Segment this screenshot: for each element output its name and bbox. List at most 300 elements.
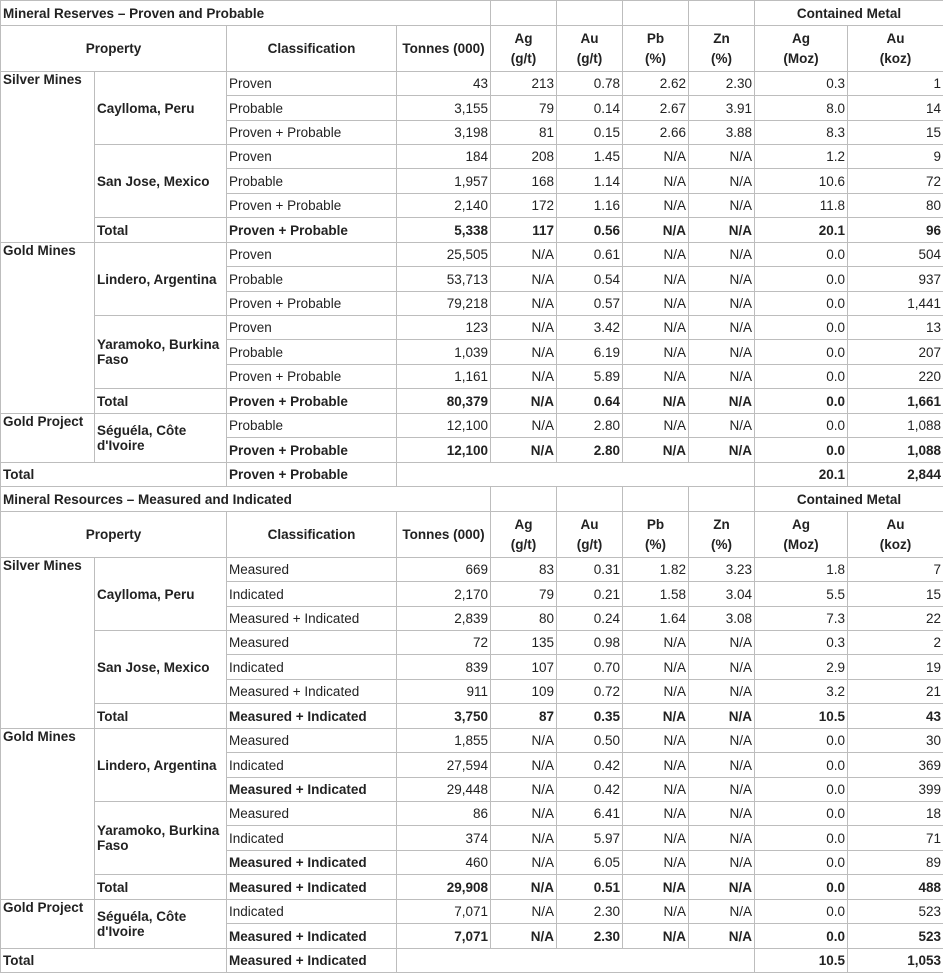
ag-grade-cell: N/A bbox=[491, 924, 557, 949]
au-grade-cell: 0.57 bbox=[557, 292, 623, 316]
ag-grade-cell: N/A bbox=[491, 365, 557, 389]
property-label: Séguéla, Côte d'Ivoire bbox=[95, 414, 227, 463]
total-row bbox=[1, 875, 943, 900]
ag-metal-cell: 10.5 bbox=[755, 704, 848, 729]
au-metal-cell: 89 bbox=[848, 851, 943, 875]
ag-grade-cell: 109 bbox=[491, 680, 557, 704]
classification-cell: Proven + Probable bbox=[227, 463, 397, 487]
tonnes-cell: 29,908 bbox=[397, 875, 491, 900]
ag-metal-cell: 0.0 bbox=[755, 875, 848, 900]
zn-grade-cell: 3.23 bbox=[689, 558, 755, 582]
table-row bbox=[1, 316, 943, 340]
pb-grade-cell: N/A bbox=[623, 194, 689, 218]
ag-metal-cell: 0.0 bbox=[755, 438, 848, 463]
property-label: Caylloma, Peru bbox=[95, 72, 227, 145]
zn-grade-cell: N/A bbox=[689, 292, 755, 316]
au-grade-cell: 0.14 bbox=[557, 96, 623, 121]
pb-grade-cell: 2.62 bbox=[623, 72, 689, 96]
au-grade-cell: 0.61 bbox=[557, 243, 623, 267]
ag-grade-cell: 172 bbox=[491, 194, 557, 218]
pb-grade-cell: N/A bbox=[623, 851, 689, 875]
ag-grade-cell: N/A bbox=[491, 292, 557, 316]
group-label: Silver Mines bbox=[1, 558, 95, 729]
ag-grade-header: Ag (g/t) bbox=[491, 26, 557, 72]
au-metal-cell: 18 bbox=[848, 802, 943, 826]
tonnes-header: Tonnes (000) bbox=[397, 26, 491, 72]
classification-cell: Indicated bbox=[227, 826, 397, 851]
au-metal-cell: 1 bbox=[848, 72, 943, 96]
ag-metal-cell: 0.0 bbox=[755, 753, 848, 778]
ag-metal-cell: 11.8 bbox=[755, 194, 848, 218]
tonnes-cell: 2,839 bbox=[397, 607, 491, 631]
tonnes-cell: 911 bbox=[397, 680, 491, 704]
tonnes-cell: 43 bbox=[397, 72, 491, 96]
au-grade-cell: 0.15 bbox=[557, 121, 623, 145]
tonnes-cell: 460 bbox=[397, 851, 491, 875]
au-grade-header: Au (g/t) bbox=[557, 512, 623, 558]
tonnes-cell: 25,505 bbox=[397, 243, 491, 267]
pb-grade-header: Pb (%) bbox=[623, 26, 689, 72]
pb-grade-cell: 2.67 bbox=[623, 96, 689, 121]
ag-metal-cell: 0.0 bbox=[755, 340, 848, 365]
zn-grade-cell: 3.91 bbox=[689, 96, 755, 121]
grand-total-row bbox=[1, 949, 943, 973]
pb-grade-cell: N/A bbox=[623, 924, 689, 949]
au-grade-cell: 5.89 bbox=[557, 365, 623, 389]
group-label: Gold Project bbox=[1, 900, 95, 949]
au-metal-cell: 1,053 bbox=[848, 949, 943, 973]
zn-grade-cell: N/A bbox=[689, 218, 755, 243]
classification-cell: Measured + Indicated bbox=[227, 607, 397, 631]
ag-metal-cell: 7.3 bbox=[755, 607, 848, 631]
au-grade-cell: 0.51 bbox=[557, 875, 623, 900]
zn-grade-header: Zn (%) bbox=[689, 512, 755, 558]
tonnes-cell: 1,039 bbox=[397, 340, 491, 365]
contained-metal-header: Contained Metal bbox=[755, 487, 943, 512]
classification-cell: Probable bbox=[227, 96, 397, 121]
pb-grade-cell: N/A bbox=[623, 340, 689, 365]
au-metal-cell: 13 bbox=[848, 316, 943, 340]
classification-cell: Measured + Indicated bbox=[227, 851, 397, 875]
ag-metal-cell: 20.1 bbox=[755, 463, 848, 487]
au-grade-cell: 6.19 bbox=[557, 340, 623, 365]
au-grade-cell: 6.41 bbox=[557, 802, 623, 826]
ag-grade-header: Ag (g/t) bbox=[491, 512, 557, 558]
property-header: Property bbox=[1, 26, 227, 72]
property-label: Yaramoko, Burkina Faso bbox=[95, 802, 227, 875]
tonnes-cell: 7,071 bbox=[397, 924, 491, 949]
au-grade-cell: 2.80 bbox=[557, 438, 623, 463]
pb-grade-cell: N/A bbox=[623, 631, 689, 655]
group-label: Gold Mines bbox=[1, 243, 95, 414]
classification-cell: Proven bbox=[227, 243, 397, 267]
ag-grade-cell: N/A bbox=[491, 826, 557, 851]
zn-grade-cell: N/A bbox=[689, 631, 755, 655]
total-row bbox=[1, 704, 943, 729]
table-row bbox=[1, 414, 943, 438]
property-label: Lindero, Argentina bbox=[95, 243, 227, 316]
grand-total-label: Total bbox=[1, 949, 227, 973]
au-grade-cell: 0.98 bbox=[557, 631, 623, 655]
pb-grade-cell: N/A bbox=[623, 365, 689, 389]
zn-grade-header: Zn (%) bbox=[689, 26, 755, 72]
au-grade-cell: 0.21 bbox=[557, 582, 623, 607]
ag-grade-cell: 80 bbox=[491, 607, 557, 631]
tonnes-cell: 1,161 bbox=[397, 365, 491, 389]
tonnes-cell: 80,379 bbox=[397, 389, 491, 414]
classification-cell: Proven + Probable bbox=[227, 194, 397, 218]
zn-grade-cell: N/A bbox=[689, 729, 755, 753]
classification-cell: Measured + Indicated bbox=[227, 949, 397, 973]
ag-grade-cell: N/A bbox=[491, 340, 557, 365]
group-label: Gold Mines bbox=[1, 729, 95, 900]
tonnes-cell: 123 bbox=[397, 316, 491, 340]
au-grade-cell: 0.70 bbox=[557, 655, 623, 680]
ag-grade-cell: 81 bbox=[491, 121, 557, 145]
table-row bbox=[1, 243, 943, 267]
total-label: Total bbox=[95, 389, 227, 414]
pb-grade-cell: N/A bbox=[623, 267, 689, 292]
ag-metal-cell: 0.3 bbox=[755, 72, 848, 96]
au-metal-cell: 30 bbox=[848, 729, 943, 753]
classification-cell: Proven + Probable bbox=[227, 365, 397, 389]
ag-metal-cell: 5.5 bbox=[755, 582, 848, 607]
zn-grade-cell: N/A bbox=[689, 365, 755, 389]
ag-metal-header: Ag (Moz) bbox=[755, 26, 848, 72]
ag-metal-cell: 0.0 bbox=[755, 802, 848, 826]
au-grade-cell: 0.42 bbox=[557, 753, 623, 778]
classification-header: Classification bbox=[227, 512, 397, 558]
table-row bbox=[1, 802, 943, 826]
property-label: Yaramoko, Burkina Faso bbox=[95, 316, 227, 389]
au-metal-cell: 523 bbox=[848, 900, 943, 924]
zn-grade-cell: N/A bbox=[689, 438, 755, 463]
ag-grade-cell: 168 bbox=[491, 169, 557, 194]
au-grade-cell: 2.30 bbox=[557, 924, 623, 949]
classification-cell: Proven + Probable bbox=[227, 218, 397, 243]
pb-grade-cell: N/A bbox=[623, 243, 689, 267]
au-grade-cell: 0.56 bbox=[557, 218, 623, 243]
ag-grade-cell: 83 bbox=[491, 558, 557, 582]
pb-grade-cell: 2.66 bbox=[623, 121, 689, 145]
classification-cell: Measured bbox=[227, 729, 397, 753]
zn-grade-cell: 2.30 bbox=[689, 72, 755, 96]
pb-grade-cell: N/A bbox=[623, 802, 689, 826]
ag-metal-cell: 0.0 bbox=[755, 267, 848, 292]
zn-grade-cell: N/A bbox=[689, 414, 755, 438]
classification-cell: Indicated bbox=[227, 655, 397, 680]
grand-total-label: Total bbox=[1, 463, 227, 487]
au-grade-cell: 1.14 bbox=[557, 169, 623, 194]
resources-title: Mineral Resources – Measured and Indicated bbox=[1, 487, 491, 512]
classification-cell: Indicated bbox=[227, 753, 397, 778]
ag-metal-cell: 0.0 bbox=[755, 924, 848, 949]
ag-metal-cell: 8.0 bbox=[755, 96, 848, 121]
tonnes-header: Tonnes (000) bbox=[397, 512, 491, 558]
zn-grade-cell: N/A bbox=[689, 875, 755, 900]
ag-metal-cell: 1.8 bbox=[755, 558, 848, 582]
au-grade-cell: 1.16 bbox=[557, 194, 623, 218]
tonnes-cell: 79,218 bbox=[397, 292, 491, 316]
tonnes-cell: 3,155 bbox=[397, 96, 491, 121]
classification-cell: Measured bbox=[227, 558, 397, 582]
au-metal-cell: 14 bbox=[848, 96, 943, 121]
zn-grade-cell: N/A bbox=[689, 194, 755, 218]
tonnes-cell: 2,140 bbox=[397, 194, 491, 218]
au-metal-cell: 2 bbox=[848, 631, 943, 655]
table-row bbox=[1, 729, 943, 753]
au-metal-cell: 937 bbox=[848, 267, 943, 292]
ag-grade-cell: N/A bbox=[491, 875, 557, 900]
zn-grade-cell: N/A bbox=[689, 316, 755, 340]
au-metal-cell: 80 bbox=[848, 194, 943, 218]
au-metal-cell: 22 bbox=[848, 607, 943, 631]
ag-metal-cell: 20.1 bbox=[755, 218, 848, 243]
au-grade-cell: 0.72 bbox=[557, 680, 623, 704]
grand-total-row bbox=[1, 463, 943, 487]
classification-cell: Measured + Indicated bbox=[227, 778, 397, 802]
au-metal-cell: 488 bbox=[848, 875, 943, 900]
classification-cell: Measured bbox=[227, 631, 397, 655]
au-metal-cell: 369 bbox=[848, 753, 943, 778]
ag-metal-cell: 8.3 bbox=[755, 121, 848, 145]
pb-grade-header: Pb (%) bbox=[623, 512, 689, 558]
tonnes-cell: 1,855 bbox=[397, 729, 491, 753]
total-label: Total bbox=[95, 875, 227, 900]
pb-grade-cell: N/A bbox=[623, 680, 689, 704]
zn-grade-cell: 3.04 bbox=[689, 582, 755, 607]
au-grade-cell: 0.35 bbox=[557, 704, 623, 729]
au-grade-cell: 5.97 bbox=[557, 826, 623, 851]
property-label: Caylloma, Peru bbox=[95, 558, 227, 631]
table-row bbox=[1, 145, 943, 169]
ag-metal-cell: 0.0 bbox=[755, 414, 848, 438]
pb-grade-cell: N/A bbox=[623, 145, 689, 169]
ag-grade-cell: 117 bbox=[491, 218, 557, 243]
tonnes-cell: 72 bbox=[397, 631, 491, 655]
classification-cell: Probable bbox=[227, 414, 397, 438]
table-row bbox=[1, 72, 943, 96]
pb-grade-cell: N/A bbox=[623, 389, 689, 414]
classification-cell: Measured bbox=[227, 802, 397, 826]
ag-grade-cell: 107 bbox=[491, 655, 557, 680]
au-metal-cell: 504 bbox=[848, 243, 943, 267]
total-row bbox=[1, 218, 943, 243]
pb-grade-cell: N/A bbox=[623, 414, 689, 438]
tonnes-cell: 7,071 bbox=[397, 900, 491, 924]
property-label: Séguéla, Côte d'Ivoire bbox=[95, 900, 227, 949]
au-metal-cell: 207 bbox=[848, 340, 943, 365]
au-metal-cell: 1,661 bbox=[848, 389, 943, 414]
ag-grade-cell: N/A bbox=[491, 267, 557, 292]
tonnes-cell: 3,750 bbox=[397, 704, 491, 729]
ag-grade-cell: 213 bbox=[491, 72, 557, 96]
ag-grade-cell: N/A bbox=[491, 414, 557, 438]
au-metal-cell: 1,088 bbox=[848, 438, 943, 463]
zn-grade-cell: N/A bbox=[689, 243, 755, 267]
group-label: Silver Mines bbox=[1, 72, 95, 243]
ag-grade-cell: 208 bbox=[491, 145, 557, 169]
ag-metal-cell: 3.2 bbox=[755, 680, 848, 704]
au-metal-cell: 96 bbox=[848, 218, 943, 243]
ag-grade-cell: N/A bbox=[491, 729, 557, 753]
group-label: Gold Project bbox=[1, 414, 95, 463]
ag-metal-cell: 0.0 bbox=[755, 778, 848, 802]
au-grade-cell: 2.80 bbox=[557, 414, 623, 438]
au-grade-cell: 0.50 bbox=[557, 729, 623, 753]
pb-grade-cell: N/A bbox=[623, 316, 689, 340]
ag-grade-cell: N/A bbox=[491, 389, 557, 414]
tonnes-cell: 669 bbox=[397, 558, 491, 582]
resources-header-row bbox=[1, 512, 943, 558]
ag-grade-cell: N/A bbox=[491, 778, 557, 802]
pb-grade-cell: 1.64 bbox=[623, 607, 689, 631]
ag-metal-cell: 0.3 bbox=[755, 631, 848, 655]
ag-metal-cell: 0.0 bbox=[755, 826, 848, 851]
ag-metal-cell: 0.0 bbox=[755, 729, 848, 753]
au-metal-cell: 7 bbox=[848, 558, 943, 582]
au-metal-header: Au (koz) bbox=[848, 26, 943, 72]
classification-cell: Probable bbox=[227, 340, 397, 365]
pb-grade-cell: N/A bbox=[623, 900, 689, 924]
pb-grade-cell: N/A bbox=[623, 826, 689, 851]
ag-metal-header: Ag (Moz) bbox=[755, 512, 848, 558]
ag-grade-cell: 79 bbox=[491, 582, 557, 607]
tonnes-cell: 53,713 bbox=[397, 267, 491, 292]
au-grade-cell: 1.45 bbox=[557, 145, 623, 169]
ag-metal-cell: 1.2 bbox=[755, 145, 848, 169]
reserves-title-row bbox=[1, 1, 943, 26]
pb-grade-cell: N/A bbox=[623, 169, 689, 194]
classification-cell: Measured + Indicated bbox=[227, 680, 397, 704]
classification-cell: Proven + Probable bbox=[227, 292, 397, 316]
classification-cell: Proven + Probable bbox=[227, 389, 397, 414]
au-metal-cell: 1,441 bbox=[848, 292, 943, 316]
au-grade-cell: 0.24 bbox=[557, 607, 623, 631]
ag-metal-cell: 2.9 bbox=[755, 655, 848, 680]
au-metal-cell: 21 bbox=[848, 680, 943, 704]
ag-metal-cell: 0.0 bbox=[755, 316, 848, 340]
ag-metal-cell: 10.5 bbox=[755, 949, 848, 973]
zn-grade-cell: N/A bbox=[689, 169, 755, 194]
property-label: San Jose, Mexico bbox=[95, 631, 227, 704]
zn-grade-cell: N/A bbox=[689, 900, 755, 924]
table-row bbox=[1, 631, 943, 655]
zn-grade-cell: N/A bbox=[689, 340, 755, 365]
ag-metal-cell: 0.0 bbox=[755, 365, 848, 389]
reserves-header-row bbox=[1, 26, 943, 72]
au-metal-cell: 72 bbox=[848, 169, 943, 194]
classification-cell: Proven bbox=[227, 316, 397, 340]
au-metal-cell: 9 bbox=[848, 145, 943, 169]
tonnes-cell: 839 bbox=[397, 655, 491, 680]
zn-grade-cell: N/A bbox=[689, 753, 755, 778]
tonnes-cell: 2,170 bbox=[397, 582, 491, 607]
au-metal-cell: 19 bbox=[848, 655, 943, 680]
pb-grade-cell: N/A bbox=[623, 704, 689, 729]
ag-grade-cell: N/A bbox=[491, 900, 557, 924]
zn-grade-cell: N/A bbox=[689, 680, 755, 704]
au-metal-cell: 1,088 bbox=[848, 414, 943, 438]
pb-grade-cell: 1.82 bbox=[623, 558, 689, 582]
classification-cell: Probable bbox=[227, 267, 397, 292]
ag-metal-cell: 0.0 bbox=[755, 851, 848, 875]
zn-grade-cell: N/A bbox=[689, 778, 755, 802]
zn-grade-cell: N/A bbox=[689, 924, 755, 949]
classification-header: Classification bbox=[227, 26, 397, 72]
pb-grade-cell: N/A bbox=[623, 753, 689, 778]
tonnes-cell: 184 bbox=[397, 145, 491, 169]
au-grade-cell: 0.42 bbox=[557, 778, 623, 802]
ag-grade-cell: N/A bbox=[491, 753, 557, 778]
pb-grade-cell: N/A bbox=[623, 875, 689, 900]
au-metal-header: Au (koz) bbox=[848, 512, 943, 558]
ag-grade-cell: 135 bbox=[491, 631, 557, 655]
pb-grade-cell: N/A bbox=[623, 438, 689, 463]
ag-metal-cell: 10.6 bbox=[755, 169, 848, 194]
zn-grade-cell: N/A bbox=[689, 389, 755, 414]
classification-cell: Proven + Probable bbox=[227, 438, 397, 463]
total-label: Total bbox=[95, 218, 227, 243]
tonnes-cell: 12,100 bbox=[397, 414, 491, 438]
contained-metal-header: Contained Metal bbox=[755, 1, 943, 26]
property-header: Property bbox=[1, 512, 227, 558]
ag-metal-cell: 0.0 bbox=[755, 900, 848, 924]
ag-grade-cell: N/A bbox=[491, 802, 557, 826]
ag-grade-cell: N/A bbox=[491, 316, 557, 340]
au-grade-cell: 0.78 bbox=[557, 72, 623, 96]
pb-grade-cell: N/A bbox=[623, 292, 689, 316]
classification-cell: Measured + Indicated bbox=[227, 704, 397, 729]
au-grade-cell: 0.31 bbox=[557, 558, 623, 582]
au-grade-cell: 0.64 bbox=[557, 389, 623, 414]
pb-grade-cell: 1.58 bbox=[623, 582, 689, 607]
ag-metal-cell: 0.0 bbox=[755, 389, 848, 414]
zn-grade-cell: N/A bbox=[689, 826, 755, 851]
table-row bbox=[1, 558, 943, 582]
pb-grade-cell: N/A bbox=[623, 655, 689, 680]
ag-grade-cell: N/A bbox=[491, 851, 557, 875]
pb-grade-cell: N/A bbox=[623, 729, 689, 753]
ag-grade-cell: N/A bbox=[491, 243, 557, 267]
au-metal-cell: 15 bbox=[848, 121, 943, 145]
pb-grade-cell: N/A bbox=[623, 778, 689, 802]
zn-grade-cell: 3.08 bbox=[689, 607, 755, 631]
zn-grade-cell: 3.88 bbox=[689, 121, 755, 145]
au-metal-cell: 2,844 bbox=[848, 463, 943, 487]
classification-cell: Indicated bbox=[227, 582, 397, 607]
ag-metal-cell: 0.0 bbox=[755, 292, 848, 316]
au-metal-cell: 220 bbox=[848, 365, 943, 389]
au-grade-cell: 3.42 bbox=[557, 316, 623, 340]
ag-grade-cell: 87 bbox=[491, 704, 557, 729]
table-row bbox=[1, 900, 943, 924]
classification-cell: Proven + Probable bbox=[227, 121, 397, 145]
tonnes-cell: 86 bbox=[397, 802, 491, 826]
au-metal-cell: 15 bbox=[848, 582, 943, 607]
tonnes-cell: 12,100 bbox=[397, 438, 491, 463]
tonnes-cell: 374 bbox=[397, 826, 491, 851]
classification-cell: Measured + Indicated bbox=[227, 924, 397, 949]
ag-grade-cell: 79 bbox=[491, 96, 557, 121]
au-metal-cell: 71 bbox=[848, 826, 943, 851]
au-grade-cell: 0.54 bbox=[557, 267, 623, 292]
classification-cell: Indicated bbox=[227, 900, 397, 924]
property-label: San Jose, Mexico bbox=[95, 145, 227, 218]
au-grade-header: Au (g/t) bbox=[557, 26, 623, 72]
tonnes-cell: 29,448 bbox=[397, 778, 491, 802]
au-grade-cell: 6.05 bbox=[557, 851, 623, 875]
